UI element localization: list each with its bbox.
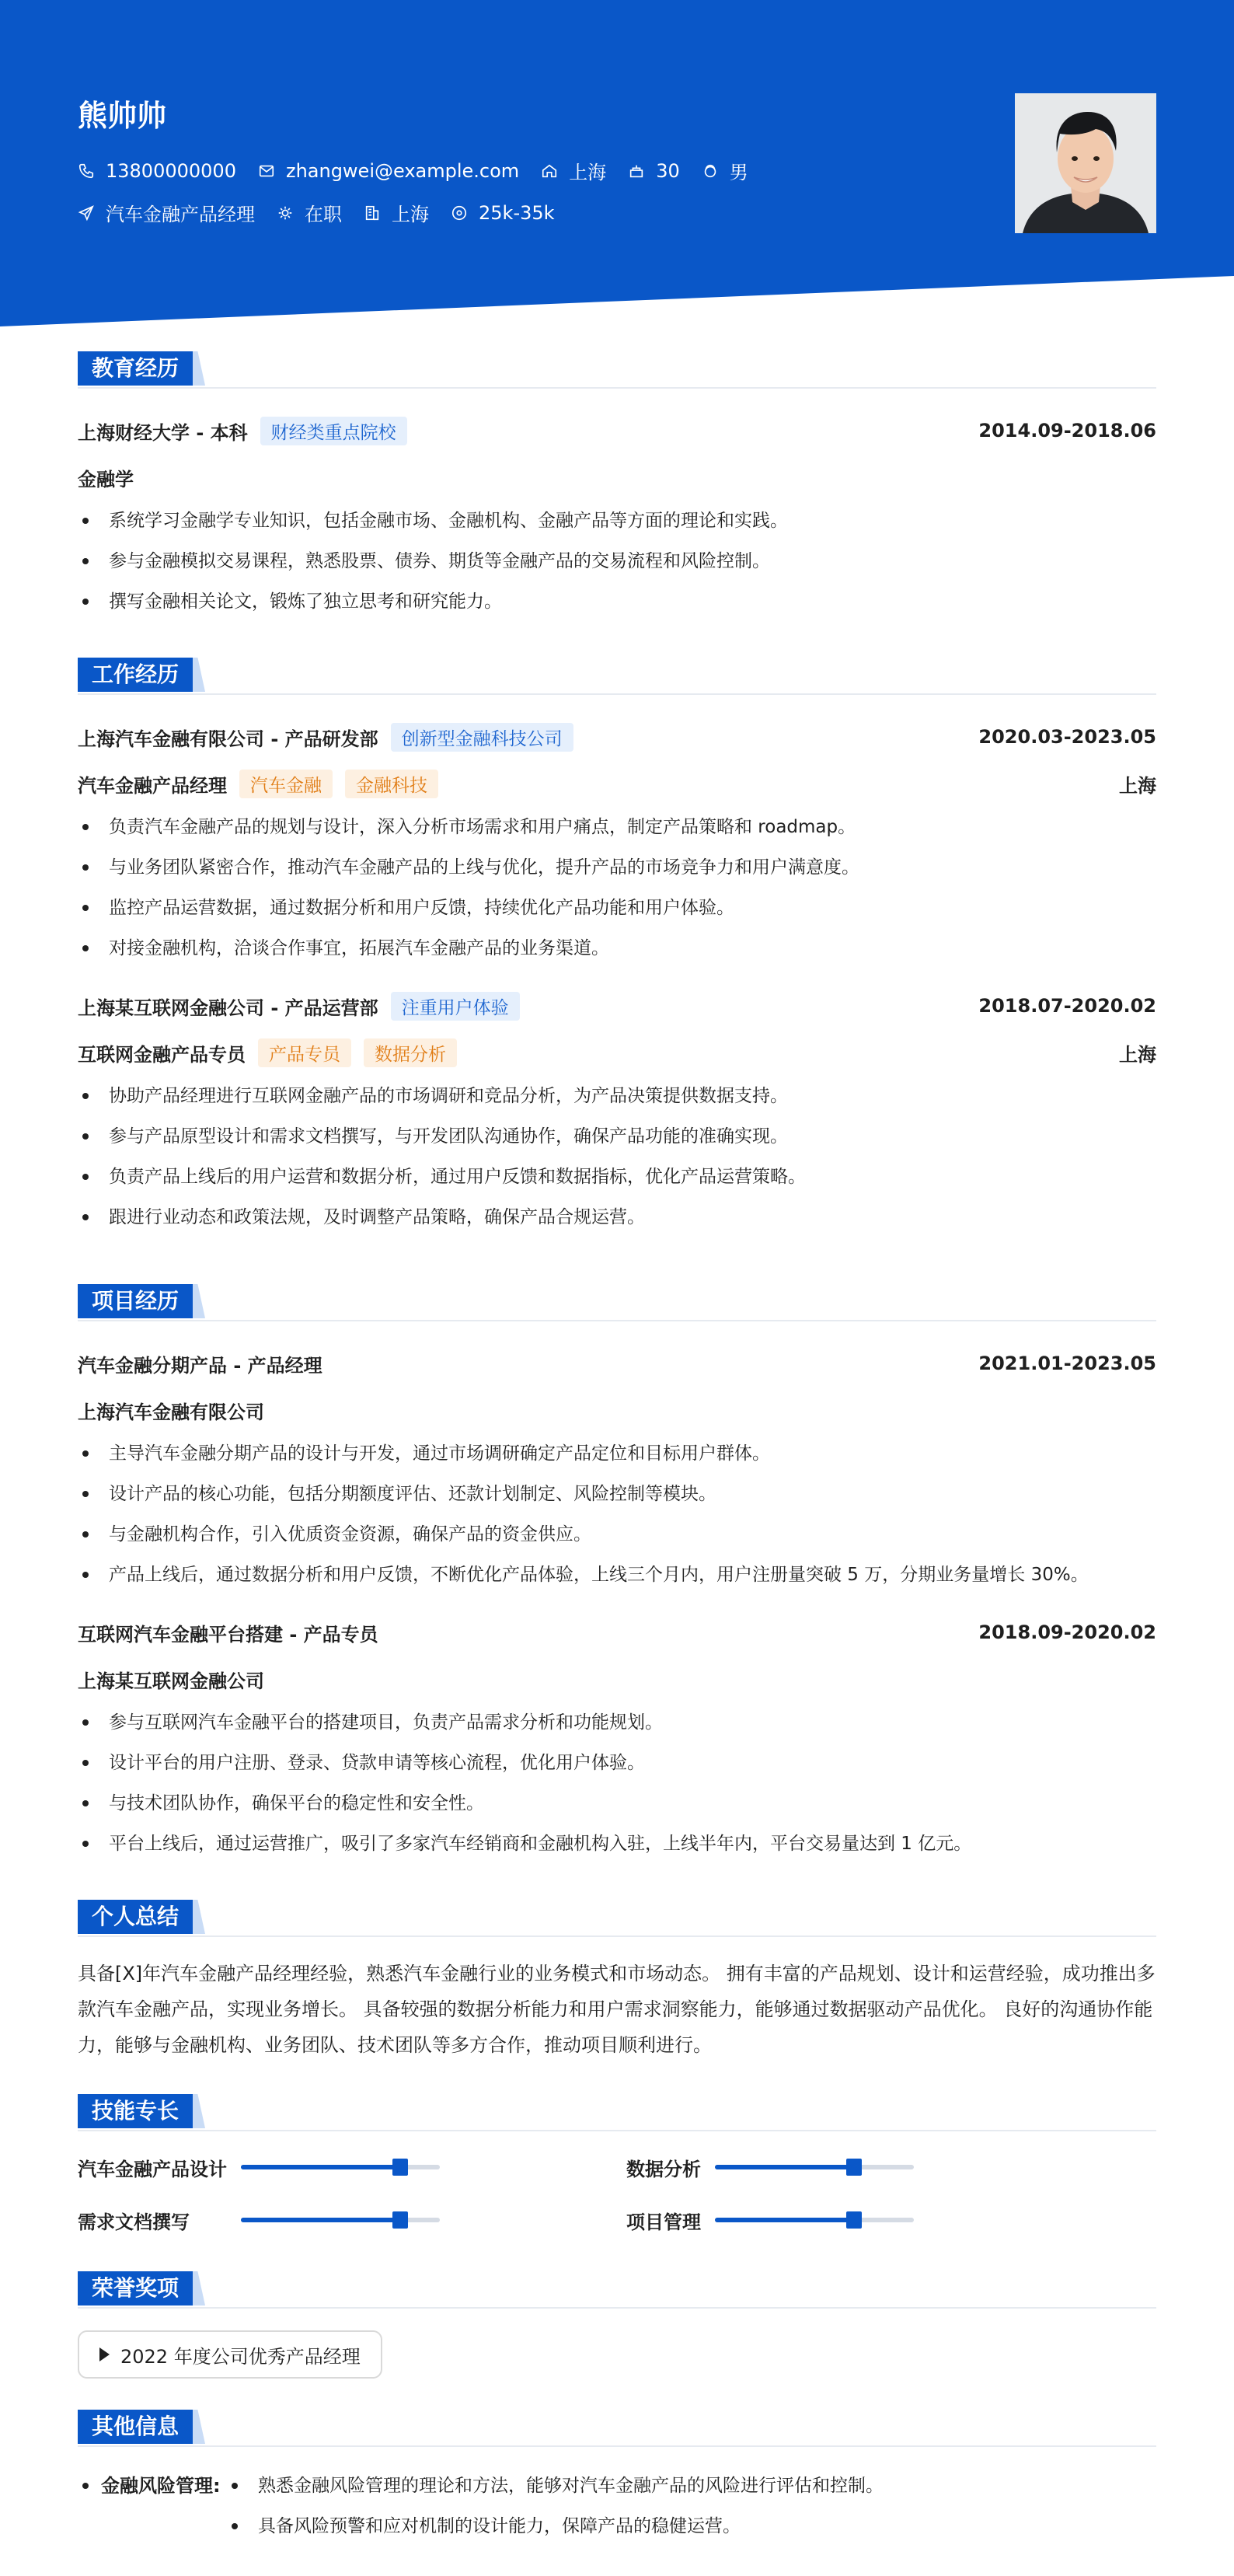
salary-text: 25k-35k bbox=[479, 201, 555, 224]
skill-knob bbox=[846, 2159, 862, 2176]
school-name: 上海财经大学 - 本科 bbox=[78, 421, 248, 444]
work-role-row bbox=[78, 760, 1156, 807]
project-date: 2018.09-2020.02 bbox=[978, 1621, 1156, 1643]
list-item: 撰写金融相关论文，锻炼了独立思考和研究能力。 bbox=[78, 581, 1156, 622]
age-icon bbox=[628, 162, 645, 180]
section-title: 荣誉奖项 bbox=[78, 2271, 193, 2305]
summary-text: 具备[X]年汽车金融产品经理经验，熟悉汽车金融行业的业务模式和市场动态。 拥有丰富的产品规划、设计和运营经验，成功推出多款汽车金融产品，实现业务增长。 具备较强的数据分析能力和用户需求洞察能力，能够通过数据驱动产品优化。 良好的沟通协作能力，能够与金融机构、业务团队、技术团队等多方合作，推动项目顺利进行。 bbox=[78, 1963, 1156, 2056]
skill-item bbox=[626, 2203, 1156, 2237]
skill-knob bbox=[846, 2211, 862, 2229]
company-badge: 注重用户体验 bbox=[391, 992, 520, 1021]
skill-name: 需求文档撰写 bbox=[78, 2211, 190, 2233]
email-item bbox=[258, 160, 519, 182]
section-header bbox=[78, 658, 1156, 695]
age-item bbox=[628, 160, 680, 182]
work-role-row bbox=[78, 1029, 1156, 1076]
education-bullets bbox=[78, 501, 1156, 622]
other-row bbox=[78, 2466, 1156, 2546]
skill-bar bbox=[715, 2218, 914, 2222]
salary-item bbox=[451, 202, 555, 224]
company-badge: 创新型金融科技公司 bbox=[391, 723, 573, 752]
project-row bbox=[78, 1340, 1156, 1387]
project-org-row bbox=[78, 1656, 1156, 1702]
city-item bbox=[364, 199, 429, 226]
hometown-item bbox=[541, 157, 606, 184]
work-location: 上海 bbox=[1119, 1043, 1156, 1066]
other-bullets bbox=[227, 2466, 1156, 2546]
list-item: 与业务团队紧密合作，推动汽车金融产品的上线与优化，提升产品的市场竞争力和用户满意度。 bbox=[78, 847, 1156, 888]
building-icon bbox=[364, 204, 381, 222]
phone-item bbox=[78, 160, 236, 182]
awards-section bbox=[78, 2271, 1156, 2410]
phone-icon bbox=[78, 162, 95, 180]
list-item: 设计产品的核心功能，包括分期额度评估、还款计划制定、风险控制等模块。 bbox=[78, 1474, 1156, 1514]
list-item: 设计平台的用户注册、登录、贷款申请等核心流程，优化用户体验。 bbox=[78, 1743, 1156, 1783]
award-text: 2022 年度公司优秀产品经理 bbox=[120, 2345, 361, 2368]
mail-icon bbox=[258, 162, 275, 180]
skill-knob bbox=[392, 2159, 408, 2176]
company-name: 上海汽车金融有限公司 - 产品研发部 bbox=[78, 728, 378, 750]
job-row bbox=[78, 199, 577, 226]
skill-item bbox=[626, 2150, 1156, 2184]
section-header bbox=[78, 1284, 1156, 1321]
send-icon bbox=[78, 204, 95, 222]
caret-right-icon bbox=[99, 2347, 110, 2361]
status-icon bbox=[277, 204, 294, 222]
skill-bar bbox=[241, 2218, 440, 2222]
list-item: 负责产品上线后的用户运营和数据分析，通过用户反馈和数据指标，优化产品运营策略。 bbox=[78, 1157, 1156, 1197]
section-title: 个人总结 bbox=[78, 1900, 193, 1934]
gender-icon bbox=[702, 162, 719, 180]
hometown-text: 上海 bbox=[569, 162, 607, 183]
role-tag: 产品专员 bbox=[258, 1038, 351, 1067]
project-date: 2021.01-2023.05 bbox=[978, 1353, 1156, 1374]
section-title: 项目经历 bbox=[78, 1284, 193, 1318]
list-item: 监控产品运营数据，通过数据分析和用户反馈，持续优化产品功能和用户体验。 bbox=[78, 888, 1156, 928]
avatar-portrait-icon bbox=[1015, 93, 1156, 233]
list-item: 与金融机构合作，引入优质资金资源，确保产品的资金供应。 bbox=[78, 1514, 1156, 1555]
list-item: 平台上线后，通过运营推广，吸引了多家汽车经销商和金融机构入驻，上线半年内，平台交易量达到 1 亿元。 bbox=[78, 1824, 1156, 1864]
position-text: 汽车金融产品经理 bbox=[106, 204, 255, 225]
list-item: 参与互联网汽车金融平台的搭建项目，负责产品需求分析和功能规划。 bbox=[78, 1702, 1156, 1743]
gender-text: 男 bbox=[729, 162, 748, 183]
project-title: 汽车金融分期产品 - 产品经理 bbox=[78, 1354, 322, 1377]
school-badge: 财经类重点院校 bbox=[260, 417, 407, 445]
list-item: 跟进行业动态和政策法规，及时调整产品策略，确保产品合规运营。 bbox=[78, 1197, 1156, 1237]
section-title: 其他信息 bbox=[78, 2410, 193, 2444]
role-tag: 汽车金融 bbox=[239, 770, 333, 798]
email-text: zhangwei@example.com bbox=[285, 159, 520, 182]
list-item: 系统学习金融学专业知识，包括金融市场、金融机构、金融产品等方面的理论和实践。 bbox=[78, 501, 1156, 541]
home-icon bbox=[541, 162, 558, 180]
resume-content bbox=[78, 351, 1156, 2546]
section-title: 技能专长 bbox=[78, 2094, 193, 2128]
role-tag: 数据分析 bbox=[364, 1038, 457, 1067]
skill-bar bbox=[241, 2165, 440, 2169]
age-text: 30 bbox=[656, 159, 680, 182]
skill-bar bbox=[715, 2165, 914, 2169]
section-header bbox=[78, 1900, 1156, 1937]
section-title: 教育经历 bbox=[78, 351, 193, 386]
work-section bbox=[78, 658, 1156, 1284]
role-name: 互联网金融产品专员 bbox=[78, 1043, 246, 1066]
section-header bbox=[78, 2271, 1156, 2309]
education-row bbox=[78, 407, 1156, 454]
work-location: 上海 bbox=[1119, 774, 1156, 797]
project-bullets bbox=[78, 1433, 1156, 1595]
candidate-name: 熊帅帅 bbox=[78, 99, 167, 133]
work-bullets bbox=[78, 807, 1156, 969]
award-item[interactable] bbox=[78, 2330, 382, 2379]
role-tag: 金融科技 bbox=[345, 770, 438, 798]
project-title: 互联网汽车金融平台搭建 - 产品专员 bbox=[78, 1623, 378, 1646]
skill-knob bbox=[392, 2211, 408, 2229]
list-item: 具备风险预警和应对机制的设计能力，保障产品的稳健运营。 bbox=[227, 2506, 1156, 2546]
list-item: 对接金融机构，洽谈合作事宜，拓展汽车金融产品的业务渠道。 bbox=[78, 928, 1156, 969]
list-item: 与技术团队协作，确保平台的稳定性和安全性。 bbox=[78, 1783, 1156, 1824]
summary-section bbox=[78, 1900, 1156, 2094]
project-section bbox=[78, 1284, 1156, 1900]
project-org-row bbox=[78, 1387, 1156, 1433]
company-name: 上海某互联网金融公司 - 产品运营部 bbox=[78, 997, 378, 1019]
skill-item bbox=[78, 2203, 626, 2237]
section-header bbox=[78, 2410, 1156, 2447]
list-item: 参与产品原型设计和需求文档撰写，与开发团队沟通协作，确保产品功能的准确实现。 bbox=[78, 1116, 1156, 1157]
skills-grid bbox=[78, 2150, 1156, 2237]
other-section bbox=[78, 2410, 1156, 2546]
list-item: 参与金融模拟交易课程，熟悉股票、债券、期货等金融产品的交易流程和风险控制。 bbox=[78, 541, 1156, 581]
skills-section bbox=[78, 2094, 1156, 2271]
education-date: 2014.09-2018.06 bbox=[978, 420, 1156, 442]
education-section bbox=[78, 351, 1156, 658]
list-item: 协助产品经理进行互联网金融产品的市场调研和竞品分析，为产品决策提供数据支持。 bbox=[78, 1076, 1156, 1116]
phone-text: 13800000000 bbox=[106, 159, 236, 182]
list-item: 熟悉金融风险管理的理论和方法，能够对汽车金融产品的风险进行评估和控制。 bbox=[227, 2466, 1156, 2506]
work-company-row bbox=[78, 714, 1156, 760]
work-bullets bbox=[78, 1076, 1156, 1237]
section-title: 工作经历 bbox=[78, 658, 193, 692]
major-row bbox=[78, 454, 1156, 501]
list-item: 产品上线后，通过数据分析和用户反馈，不断优化产品体验，上线三个月内，用户注册量突破 5 万，分期业务量增长 30%。 bbox=[78, 1555, 1156, 1595]
list-item: 负责汽车金融产品的规划与设计，深入分析市场需求和用户痛点，制定产品策略和 roadmap。 bbox=[78, 807, 1156, 847]
section-header bbox=[78, 351, 1156, 389]
other-key: 金融风险管理: bbox=[78, 2466, 227, 2546]
avatar-photo bbox=[1015, 93, 1156, 233]
contact-row bbox=[78, 157, 770, 184]
project-org: 上海某互联网金融公司 bbox=[78, 1670, 264, 1692]
role-name: 汽车金融产品经理 bbox=[78, 774, 227, 797]
gender-item bbox=[702, 157, 748, 184]
status-item bbox=[277, 199, 342, 226]
project-row bbox=[78, 1609, 1156, 1656]
skill-name: 项目管理 bbox=[626, 2211, 701, 2233]
work-date: 2018.07-2020.02 bbox=[978, 995, 1156, 1017]
list-item: 主导汽车金融分期产品的设计与开发，通过市场调研确定产品定位和目标用户群体。 bbox=[78, 1433, 1156, 1474]
position-item bbox=[78, 199, 255, 226]
status-text: 在职 bbox=[305, 204, 342, 225]
salary-icon bbox=[451, 204, 468, 222]
work-date: 2020.03-2023.05 bbox=[978, 726, 1156, 748]
project-org: 上海汽车金融有限公司 bbox=[78, 1401, 264, 1423]
skill-name: 数据分析 bbox=[626, 2158, 701, 2180]
skill-item bbox=[78, 2150, 626, 2184]
city-text: 上海 bbox=[392, 204, 429, 225]
section-header bbox=[78, 2094, 1156, 2131]
major-name: 金融学 bbox=[78, 468, 134, 490]
project-bullets bbox=[78, 1702, 1156, 1864]
work-company-row bbox=[78, 983, 1156, 1029]
skill-name: 汽车金融产品设计 bbox=[78, 2158, 227, 2180]
